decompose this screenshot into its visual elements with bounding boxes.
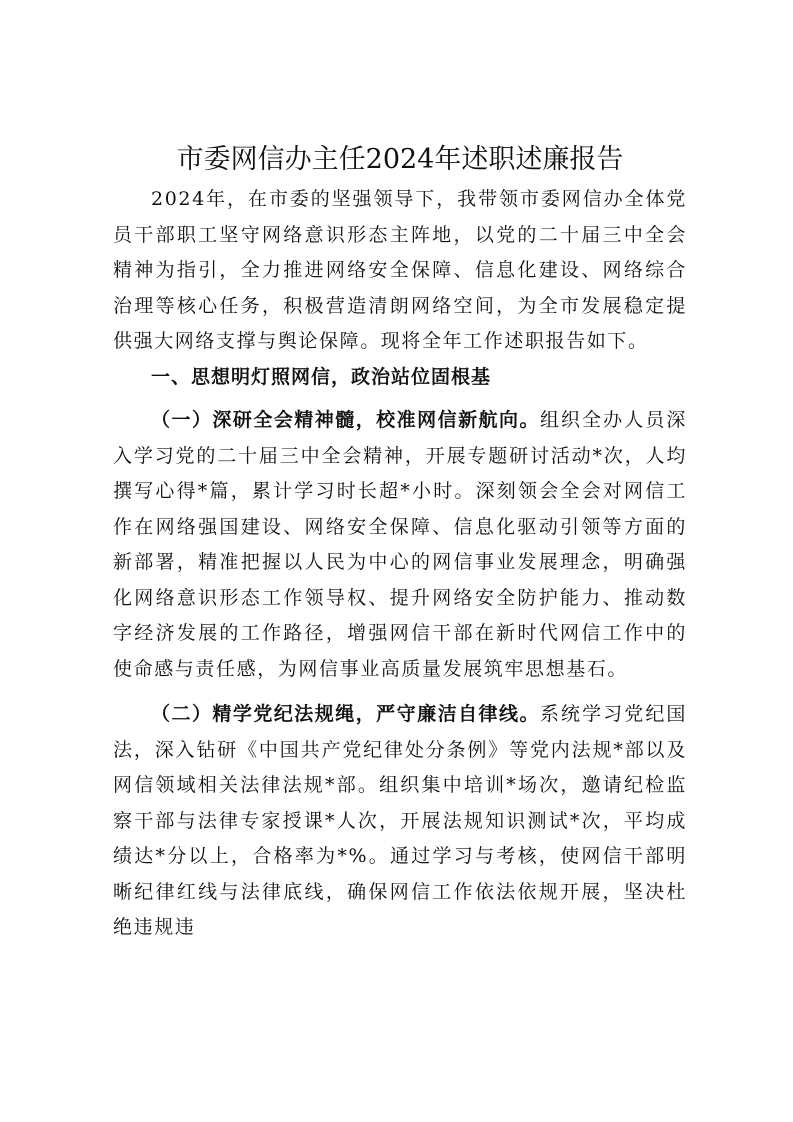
- subsection-lead-1: （一）深研全会精神髓，校准网信新航向。: [151, 409, 540, 431]
- subsection-paragraph-2: [113, 697, 687, 946]
- document-page: [113, 140, 687, 946]
- intro-paragraph: 2024年，在市委的坚强领导下，我带领市委网信办全体党员干部职工坚守网络意识形态主阵地，以党的二十届三中全会精神为指引，全力推进网络安全保障、信息化建设、网络综合治理等核心任务，积极营造清朗网络空间，为全市发展稳定提供强大网络支撑与舆论保障。现将全年工作述职报告如下。: [113, 188, 687, 352]
- subsection-body-2: 系统学习党纪国法，深入钻研《中国共产党纪律处分条例》等党内法规*部以及网信领域相关法律法规*部。组织集中培训*场次，邀请纪检监察干部与法律专家授课*人次，开展法规知识测试*次，平均成绩达*分以上，合格率为*%。通过学习与考核，使网信干部明晰纪律红线与法律底线，确保网信工作依法依规开展，坚决杜绝违规违: [113, 703, 687, 938]
- subsection-body-1: 组织全办人员深入学习党的二十届三中全会精神，开展专题研讨活动*次，人均撰写心得*篇，累计学习时长超*小时。深刻领会全会对网信工作在网络强国建设、网络安全保障、信息化驱动引领等方面的新部署，精准把握以人民为中心的网信事业发展理念，明确强化网络意识形态工作领导权、提升网络安全防护能力、推动数字经济发展的工作路径，增强网信干部在新时代网信工作中的使命感与责任感，为网信事业高质量发展筑牢思想基石。: [113, 409, 687, 680]
- document-title: 市委网信办主任2024年述职述廉报告: [176, 144, 624, 175]
- section-heading: 一、思想明灯照网信，政治站位固根基: [151, 365, 492, 388]
- subsection-lead-2: （二）精学党纪法规绳，严守廉洁自律线。: [151, 703, 540, 725]
- subsection-paragraph-1: [113, 403, 687, 687]
